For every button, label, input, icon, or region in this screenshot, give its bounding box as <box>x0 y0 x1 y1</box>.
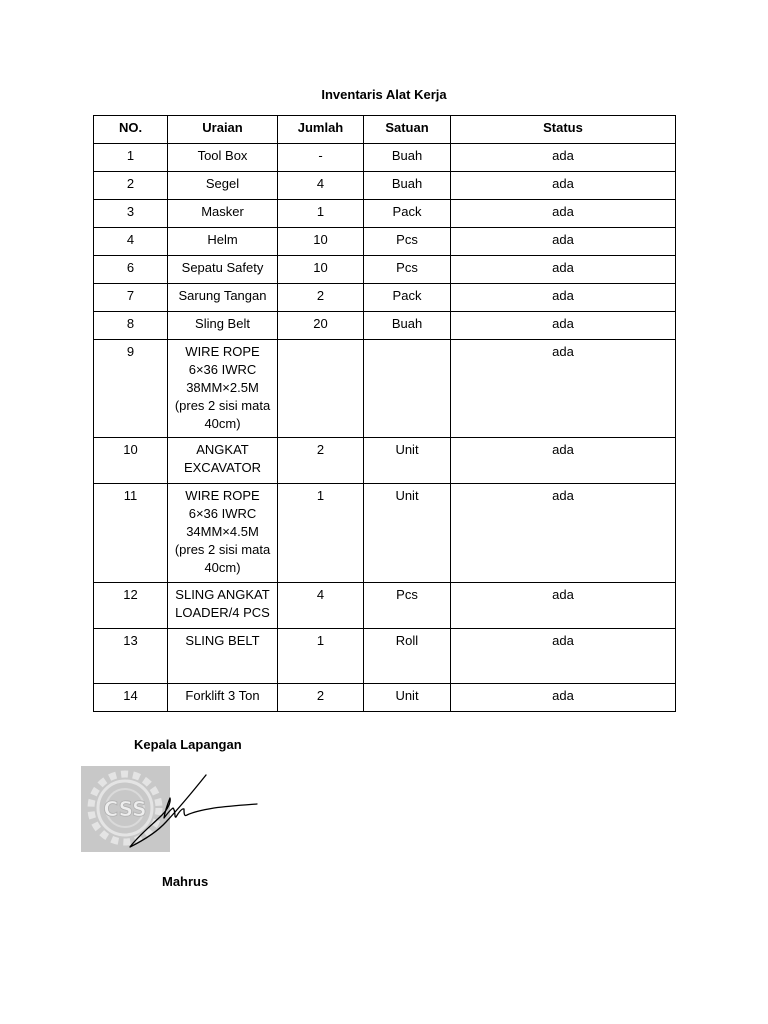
table-row <box>94 340 676 438</box>
table-row <box>94 312 676 340</box>
cell-satuan: Unit <box>364 684 451 712</box>
cell-status: ada <box>451 340 676 438</box>
cell-jumlah: 10 <box>278 228 364 256</box>
cell-jumlah: - <box>278 144 364 172</box>
cell-satuan: Pcs <box>364 256 451 284</box>
cell-status: ada <box>451 484 676 583</box>
cell-uraian: Sepatu Safety <box>168 256 278 284</box>
cell-status: ada <box>451 200 676 228</box>
cell-jumlah: 2 <box>278 438 364 484</box>
cell-status: ada <box>451 228 676 256</box>
table-body <box>94 144 676 712</box>
table-row <box>94 200 676 228</box>
cell-status: ada <box>451 256 676 284</box>
cell-jumlah <box>278 340 364 438</box>
header-jumlah: Jumlah <box>278 116 364 144</box>
cell-uraian: Tool Box <box>168 144 278 172</box>
cell-jumlah: 10 <box>278 256 364 284</box>
cell-status: ada <box>451 629 676 684</box>
table-row <box>94 438 676 484</box>
cell-satuan: Buah <box>364 144 451 172</box>
cell-status: ada <box>451 684 676 712</box>
cell-no: 9 <box>94 340 168 438</box>
cell-uraian: SLING ANGKAT LOADER/4 PCS <box>168 583 278 629</box>
cell-uraian: Sarung Tangan <box>168 284 278 312</box>
cell-no: 3 <box>94 200 168 228</box>
cell-jumlah: 20 <box>278 312 364 340</box>
cell-uraian: Segel <box>168 172 278 200</box>
cell-no: 8 <box>94 312 168 340</box>
cell-uraian: Masker <box>168 200 278 228</box>
cell-jumlah: 1 <box>278 484 364 583</box>
table-row <box>94 684 676 712</box>
cell-no: 6 <box>94 256 168 284</box>
cell-status: ada <box>451 312 676 340</box>
table-row <box>94 583 676 629</box>
table-row <box>94 228 676 256</box>
cell-satuan: Buah <box>364 172 451 200</box>
cell-uraian: WIRE ROPE 6×36 IWRC 34MM×4.5M (pres 2 sisi mata 40cm) <box>168 484 278 583</box>
header-satuan: Satuan <box>364 116 451 144</box>
cell-no: 14 <box>94 684 168 712</box>
cell-status: ada <box>451 438 676 484</box>
cell-satuan: Pack <box>364 284 451 312</box>
cell-jumlah: 1 <box>278 629 364 684</box>
cell-satuan: Pcs <box>364 583 451 629</box>
table-row <box>94 144 676 172</box>
cell-no: 10 <box>94 438 168 484</box>
cell-jumlah: 4 <box>278 172 364 200</box>
cell-uraian: SLING BELT <box>168 629 278 684</box>
signer-name: Mahrus <box>162 874 209 889</box>
cell-satuan: Buah <box>364 312 451 340</box>
cell-satuan: Pcs <box>364 228 451 256</box>
signer-role: Kepala Lapangan <box>134 737 242 752</box>
table-row <box>94 629 676 684</box>
cell-jumlah: 2 <box>278 684 364 712</box>
header-no: NO. <box>94 116 168 144</box>
cell-uraian: WIRE ROPE 6×36 IWRC 38MM×2.5M (pres 2 sisi mata 40cm) <box>168 340 278 438</box>
cell-jumlah: 4 <box>278 583 364 629</box>
cell-uraian: ANGKAT EXCAVATOR <box>168 438 278 484</box>
cell-no: 4 <box>94 228 168 256</box>
cell-satuan: Roll <box>364 629 451 684</box>
header-uraian: Uraian <box>168 116 278 144</box>
table-header-row <box>94 116 676 144</box>
cell-satuan: Pack <box>364 200 451 228</box>
cell-no: 2 <box>94 172 168 200</box>
cell-satuan: Unit <box>364 484 451 583</box>
cell-status: ada <box>451 284 676 312</box>
inventory-table <box>93 115 676 712</box>
cell-uraian: Sling Belt <box>168 312 278 340</box>
cell-no: 12 <box>94 583 168 629</box>
table-row <box>94 284 676 312</box>
header-status: Status <box>451 116 676 144</box>
cell-no: 11 <box>94 484 168 583</box>
cell-status: ada <box>451 172 676 200</box>
cell-status: ada <box>451 583 676 629</box>
cell-no: 1 <box>94 144 168 172</box>
cell-satuan <box>364 340 451 438</box>
signature-mark <box>124 770 264 850</box>
cell-no: 13 <box>94 629 168 684</box>
cell-jumlah: 1 <box>278 200 364 228</box>
table-row <box>94 172 676 200</box>
document-title: Inventaris Alat Kerja <box>321 87 447 102</box>
cell-jumlah: 2 <box>278 284 364 312</box>
cell-no: 7 <box>94 284 168 312</box>
cell-uraian: Helm <box>168 228 278 256</box>
cell-status: ada <box>451 144 676 172</box>
cell-uraian: Forklift 3 Ton <box>168 684 278 712</box>
table-row <box>94 256 676 284</box>
svg-text:CSS: CSS <box>103 797 147 821</box>
table-row <box>94 484 676 583</box>
cell-satuan: Unit <box>364 438 451 484</box>
